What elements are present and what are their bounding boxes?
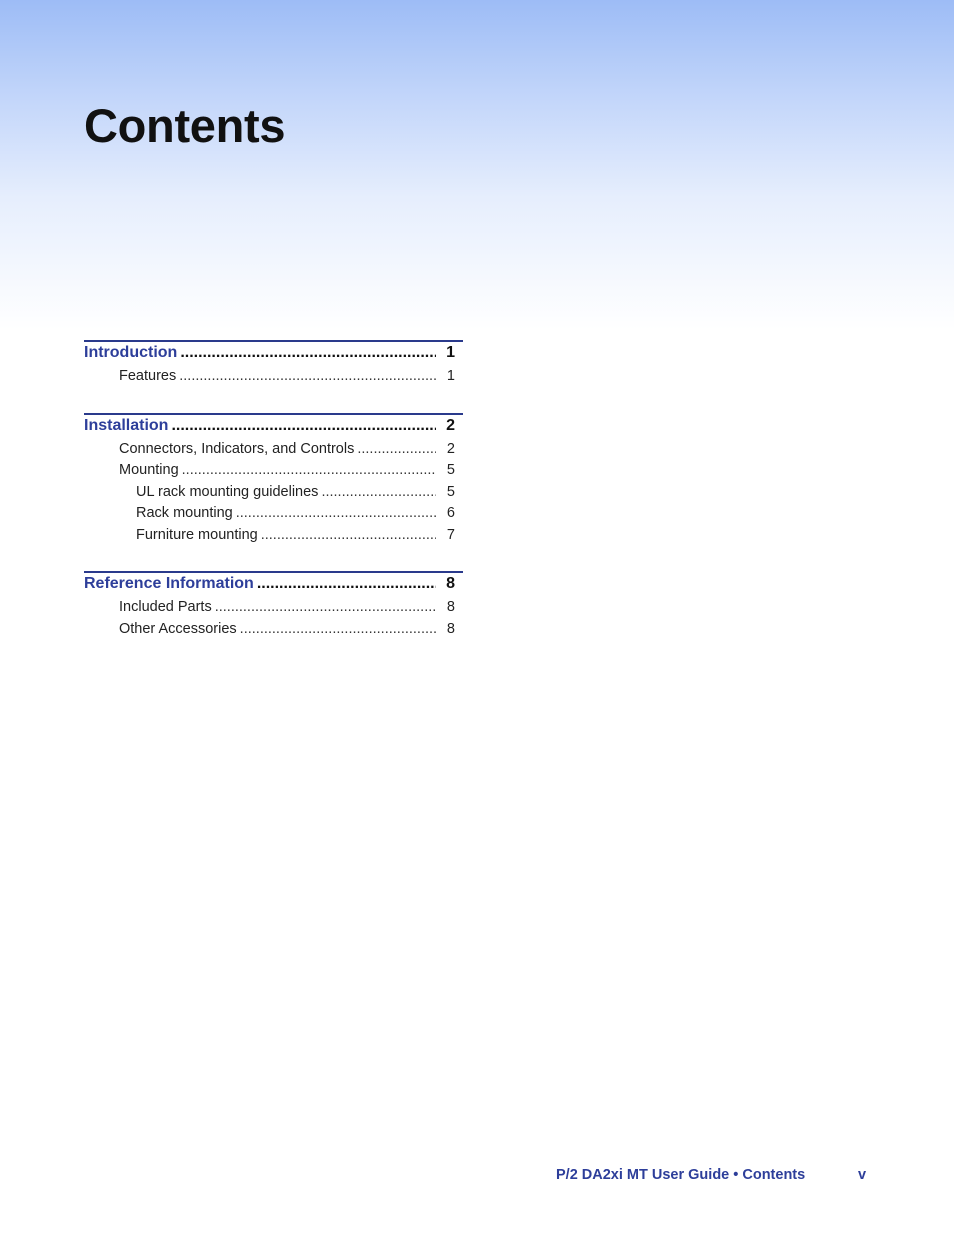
- toc-entry[interactable]: [84, 368, 463, 390]
- toc-entry-label: Mounting: [119, 462, 179, 478]
- toc-page-number: 6: [446, 505, 455, 521]
- dot-leader: [171, 417, 436, 435]
- page-footer: [556, 1167, 867, 1183]
- table-of-contents: [84, 340, 463, 642]
- dot-leader: [180, 344, 436, 362]
- dot-leader: [321, 484, 436, 500]
- toc-entry-label: Included Parts: [119, 599, 212, 615]
- toc-section-title: Introduction: [84, 344, 178, 361]
- toc-page-number: 5: [446, 483, 455, 500]
- toc-section-reference-information: [84, 571, 463, 642]
- toc-page-number: 2: [446, 440, 455, 457]
- dot-leader: [236, 505, 436, 521]
- dot-leader: [182, 462, 436, 478]
- toc-entry[interactable]: [84, 462, 463, 484]
- toc-entry-label: UL rack mounting guidelines: [136, 483, 319, 500]
- toc-entry-label: Connectors, Indicators, and Controls: [119, 440, 355, 457]
- footer-title: P/2 DA2xi MT User Guide • Contents: [556, 1167, 806, 1183]
- toc-entry-label: Furniture mounting: [136, 526, 258, 543]
- toc-section-heading[interactable]: [84, 571, 463, 599]
- header-gradient-band: [0, 0, 954, 330]
- toc-page-number: 8: [446, 620, 455, 637]
- toc-page-number: 2: [446, 416, 455, 434]
- toc-page-number: 1: [446, 344, 455, 361]
- toc-entry-label: Rack mounting: [136, 505, 233, 521]
- dot-leader: [257, 575, 436, 593]
- toc-entry-label: Other Accessories: [119, 620, 237, 637]
- dot-leader: [357, 441, 436, 457]
- toc-section-introduction: [84, 340, 463, 390]
- dot-leader: [215, 599, 436, 615]
- toc-page-number: 5: [446, 462, 455, 478]
- toc-section-title: Installation: [84, 416, 169, 434]
- toc-page-number: 8: [446, 575, 455, 592]
- toc-entry[interactable]: [84, 599, 463, 621]
- toc-entry[interactable]: [84, 484, 463, 506]
- dot-leader: [240, 621, 436, 637]
- toc-entry[interactable]: [84, 527, 463, 549]
- toc-entry[interactable]: [84, 441, 463, 463]
- page-title: Contents: [84, 99, 286, 152]
- toc-section-title: Reference Information: [84, 575, 254, 592]
- toc-section-heading[interactable]: [84, 340, 463, 368]
- dot-leader: [179, 368, 436, 384]
- toc-section-installation: [84, 413, 463, 549]
- footer-page-number: v: [858, 1167, 867, 1183]
- toc-entry[interactable]: [84, 505, 463, 527]
- toc-section-heading[interactable]: [84, 413, 463, 441]
- toc-entry[interactable]: [84, 621, 463, 643]
- toc-page-number: 1: [446, 368, 455, 384]
- toc-page-number: 7: [446, 526, 455, 543]
- toc-page-number: 8: [446, 599, 455, 615]
- dot-leader: [261, 527, 436, 543]
- toc-entry-label: Features: [119, 368, 177, 384]
